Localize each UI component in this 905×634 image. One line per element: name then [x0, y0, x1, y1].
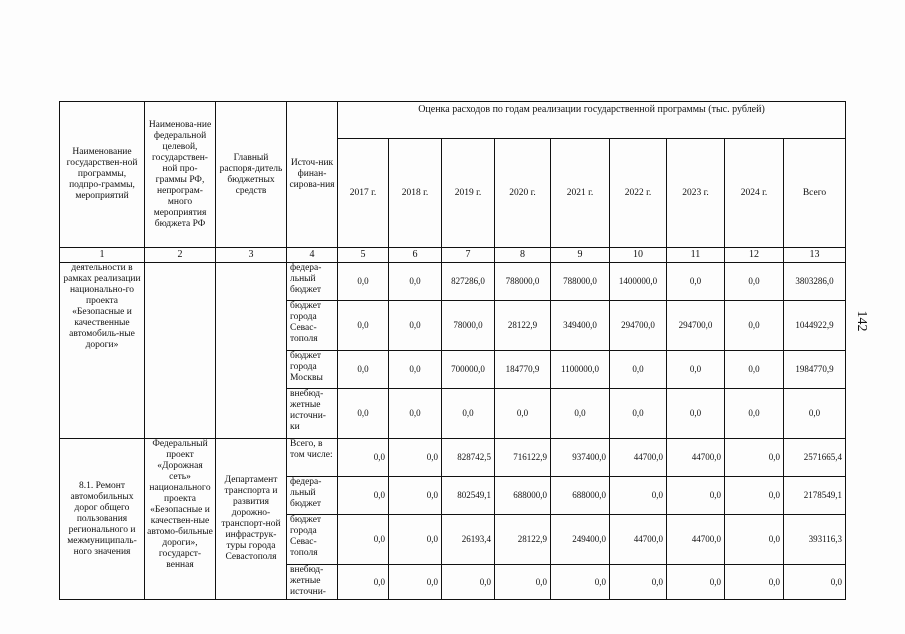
- value-cell: 0,0: [389, 301, 442, 351]
- header-budget-manager: Главный распоря-дитель бюджетных средств: [216, 102, 287, 248]
- column-index: 11: [667, 248, 725, 263]
- value-cell: 0,0: [610, 351, 667, 389]
- value-cell: 828742,5: [442, 439, 495, 477]
- total-cell: 3803286,0: [784, 263, 846, 301]
- value-cell: 28122,9: [495, 515, 551, 565]
- budget-manager-cell: Департамент транспорта и развития дорожно-транспорт-ной инфраструк-туры города Севастополя: [216, 439, 287, 600]
- value-cell: 44700,0: [667, 515, 725, 565]
- column-index: 6: [389, 248, 442, 263]
- total-cell: 393116,3: [784, 515, 846, 565]
- value-cell: 0,0: [725, 301, 784, 351]
- value-cell: 0,0: [725, 565, 784, 600]
- value-cell: 249400,0: [551, 515, 610, 565]
- header-year-2019: 2019 г.: [442, 139, 495, 248]
- total-cell: 1044922,9: [784, 301, 846, 351]
- value-cell: 349400,0: [551, 301, 610, 351]
- header-total: Всего: [784, 139, 846, 248]
- funding-source-cell: бюджет города Севас-тополя: [287, 515, 338, 565]
- value-cell: 0,0: [725, 351, 784, 389]
- table-row: [60, 263, 846, 301]
- table-row: [60, 439, 846, 477]
- value-cell: 0,0: [725, 439, 784, 477]
- program-name-cell: деятельности в рамках реализации национально-го проекта «Безопасные и качественные автомобиль-ные дороги»: [60, 263, 145, 439]
- value-cell: 937400,0: [551, 439, 610, 477]
- column-index: 10: [610, 248, 667, 263]
- value-cell: 0,0: [338, 301, 389, 351]
- value-cell: 0,0: [389, 389, 442, 439]
- value-cell: 1400000,0: [610, 263, 667, 301]
- value-cell: 0,0: [725, 389, 784, 439]
- value-cell: 0,0: [338, 389, 389, 439]
- value-cell: 788000,0: [495, 263, 551, 301]
- total-cell: 0,0: [784, 565, 846, 600]
- column-index: 3: [216, 248, 287, 263]
- budget-manager-cell: [216, 263, 287, 439]
- value-cell: 0,0: [442, 389, 495, 439]
- page-number: 142: [854, 310, 869, 332]
- value-cell: 0,0: [338, 565, 389, 600]
- funding-source-cell: бюджет города Севас-тополя: [287, 301, 338, 351]
- column-index: 4: [287, 248, 338, 263]
- value-cell: 0,0: [495, 389, 551, 439]
- value-cell: 44700,0: [610, 515, 667, 565]
- column-index: 12: [725, 248, 784, 263]
- total-cell: 2178549,1: [784, 477, 846, 515]
- header-year-2023: 2023 г.: [667, 139, 725, 248]
- value-cell: 0,0: [389, 477, 442, 515]
- funding-source-cell: федера-льный бюджет: [287, 263, 338, 301]
- value-cell: 802549,1: [442, 477, 495, 515]
- value-cell: 44700,0: [610, 439, 667, 477]
- value-cell: 0,0: [389, 439, 442, 477]
- value-cell: 0,0: [667, 565, 725, 600]
- value-cell: 0,0: [389, 263, 442, 301]
- value-cell: 0,0: [389, 565, 442, 600]
- value-cell: 0,0: [725, 263, 784, 301]
- value-cell: 184770,9: [495, 351, 551, 389]
- value-cell: 1100000,0: [551, 351, 610, 389]
- federal-program-cell: [145, 263, 216, 439]
- value-cell: 0,0: [389, 351, 442, 389]
- value-cell: 0,0: [610, 565, 667, 600]
- header-year-2018: 2018 г.: [389, 139, 442, 248]
- value-cell: 294700,0: [610, 301, 667, 351]
- total-cell: 0,0: [784, 389, 846, 439]
- value-cell: 44700,0: [667, 439, 725, 477]
- value-cell: 688000,0: [551, 477, 610, 515]
- value-cell: 0,0: [667, 351, 725, 389]
- value-cell: 0,0: [338, 263, 389, 301]
- value-cell: 716122,9: [495, 439, 551, 477]
- value-cell: 0,0: [667, 477, 725, 515]
- header-federal-program: Наименова-ние федеральной целевой, государствен-ной про-граммы РФ, непрограм-много мероприятия бюджета РФ: [145, 102, 216, 248]
- funding-source-cell: внебюд-жетные источни-ки: [287, 389, 338, 439]
- header-year-2024: 2024 г.: [725, 139, 784, 248]
- value-cell: 294700,0: [667, 301, 725, 351]
- value-cell: 0,0: [442, 565, 495, 600]
- value-cell: 78000,0: [442, 301, 495, 351]
- value-cell: 0,0: [389, 515, 442, 565]
- column-index: 7: [442, 248, 495, 263]
- budget-table: [59, 101, 846, 600]
- value-cell: 688000,0: [495, 477, 551, 515]
- value-cell: 0,0: [338, 477, 389, 515]
- column-index: 5: [338, 248, 389, 263]
- funding-source-cell: внебюд-жетные источни-: [287, 565, 338, 600]
- header-funding-source: Источ-ник финан-сирова-ния: [287, 102, 338, 248]
- column-index: 9: [551, 248, 610, 263]
- value-cell: 28122,9: [495, 301, 551, 351]
- header-year-2022: 2022 г.: [610, 139, 667, 248]
- value-cell: 827286,0: [442, 263, 495, 301]
- value-cell: 0,0: [338, 351, 389, 389]
- value-cell: 0,0: [551, 565, 610, 600]
- column-index: 2: [145, 248, 216, 263]
- header-estimate-caption: Оценка расходов по годам реализации государственной программы (тыс. рублей): [338, 102, 846, 139]
- value-cell: 0,0: [667, 263, 725, 301]
- value-cell: 0,0: [667, 389, 725, 439]
- federal-program-cell: Федеральный проект «Дорожная сеть» национальногo проекта «Безопасные и качествен-ные автомо-бильные дороги», государст-венная: [145, 439, 216, 600]
- funding-source-cell: федера-льный бюджет: [287, 477, 338, 515]
- header-year-2017: 2017 г.: [338, 139, 389, 248]
- value-cell: 0,0: [338, 515, 389, 565]
- value-cell: 26193,4: [442, 515, 495, 565]
- column-index: 8: [495, 248, 551, 263]
- funding-source-cell: Всего, в том числе:: [287, 439, 338, 477]
- program-name-cell: 8.1. Ремонт автомобильных дорог общего пользования регионального и межмуниципаль-ного значения: [60, 439, 145, 600]
- value-cell: 0,0: [725, 477, 784, 515]
- value-cell: 0,0: [338, 439, 389, 477]
- column-index: 13: [784, 248, 846, 263]
- header-year-2020: 2020 г.: [495, 139, 551, 248]
- total-cell: 1984770,9: [784, 351, 846, 389]
- column-index-row: [60, 248, 846, 263]
- value-cell: 700000,0: [442, 351, 495, 389]
- header-year-2021: 2021 г.: [551, 139, 610, 248]
- value-cell: 0,0: [495, 565, 551, 600]
- value-cell: 0,0: [725, 515, 784, 565]
- total-cell: 2571665,4: [784, 439, 846, 477]
- value-cell: 0,0: [610, 389, 667, 439]
- column-index: 1: [60, 248, 145, 263]
- value-cell: 0,0: [551, 389, 610, 439]
- value-cell: 788000,0: [551, 263, 610, 301]
- header-program-name: Наименование государствен-ной программы, подпро-граммы, мероприятий: [60, 102, 145, 248]
- funding-source-cell: бюджет города Москвы: [287, 351, 338, 389]
- value-cell: 0,0: [610, 477, 667, 515]
